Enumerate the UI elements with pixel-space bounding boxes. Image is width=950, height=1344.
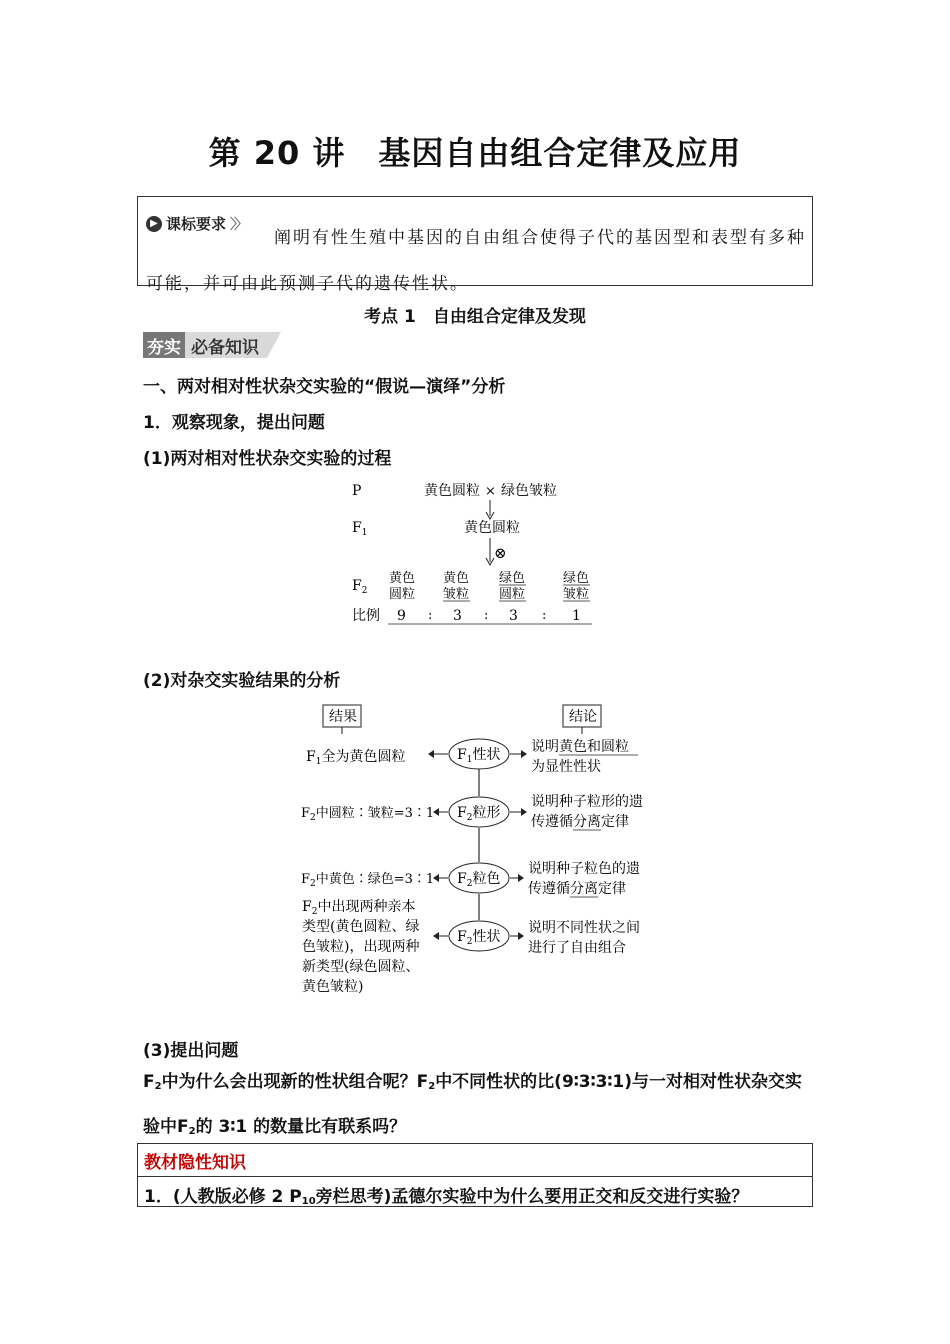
ratio-colon-1: :	[428, 608, 433, 623]
arrow-left-head-1	[428, 750, 434, 758]
node-f2-traits-label: $F_2$性状	[457, 929, 501, 947]
selfing-sign: ⊗	[494, 544, 507, 562]
requirement-text: 阐明有性生殖中基因的自由组合使得子代的基因型和表型有多种可能，并可由此预测子代的遗传性状。	[146, 228, 806, 294]
q-f2-a-sub: 2	[154, 1081, 162, 1092]
ratio-3: 3	[509, 608, 518, 624]
node-f1-trait-label: $F_1$性状	[457, 747, 501, 765]
hidden-knowledge-divider	[138, 1176, 812, 1177]
conclusion-3-line1: 说明种子粒色的遗	[528, 861, 640, 877]
analysis-diagram	[296, 700, 666, 1000]
p-label: P	[352, 483, 362, 499]
f2-type-1-line2: 圆粒	[389, 587, 416, 602]
result-4-line3: 色皱粒)，出现两种	[302, 939, 420, 955]
conclusion-2-line2: 传遵循分离定律	[531, 814, 629, 830]
result-1: $F_1$全为黄色圆粒	[306, 749, 406, 767]
f2-type-1-line1: 黄色	[389, 571, 416, 586]
arrow-right-head-2	[521, 808, 527, 816]
requirement-badge	[146, 213, 245, 234]
banner-tail	[267, 332, 281, 358]
double-chevron-icon: 〉〉	[230, 216, 246, 233]
conclusion-2-line1: 说明种子粒形的遗	[531, 794, 643, 810]
requirement-box	[137, 196, 813, 294]
node-f2-shape-label: $F_2$粒形	[457, 805, 501, 823]
parent-left: 黄色圆粒	[424, 483, 480, 499]
kaodian-heading: 考点 1 自由组合定律及发现	[364, 307, 586, 327]
ratio-colon-3: :	[542, 608, 547, 623]
parent-right: 绿色皱粒	[501, 483, 557, 499]
sub-heading-1: (1)两对相对性状杂交实验的过程	[143, 449, 392, 469]
conclusion-1-line2: 为显性性状	[531, 759, 601, 775]
hidden-knowledge-title: 教材隐性知识	[144, 1153, 246, 1173]
conclusion-4-line2: 进行了自由组合	[528, 940, 626, 956]
f2-type-4-line2: 皱粒	[563, 587, 590, 602]
play-icon: ▶	[146, 216, 162, 232]
sub-heading-3: (3)提出问题	[143, 1041, 239, 1061]
f2-label: $F_2$	[352, 578, 368, 596]
arrow-right-head-1	[521, 750, 527, 758]
f1-phenotype: 黄色圆粒	[464, 520, 520, 536]
f2-type-2-line2: 皱粒	[443, 587, 470, 602]
question-paragraph	[143, 1062, 815, 1152]
result-header: 结果	[329, 709, 357, 725]
q-f2-a: F	[143, 1072, 155, 1092]
q-f2-b-sub: 2	[428, 1081, 436, 1092]
cross-sign: ×	[485, 484, 496, 499]
ratio-4: 1	[572, 608, 581, 624]
page-title: 第 20 讲 基因自由组合定律及应用	[208, 134, 742, 172]
q-f2-c-sub: 2	[188, 1126, 196, 1137]
arrow-left-head-4	[433, 932, 439, 940]
result-4-line4: 新类型(绿色圆粒、	[302, 959, 420, 975]
q-f2-b: F	[416, 1072, 429, 1092]
section-heading: 一、两对相对性状杂交实验的“假说—演绎”分析	[143, 377, 506, 397]
node-f2-color-label: $F_2$粒色	[457, 871, 501, 889]
conclusion-4-line1: 说明不同性状之间	[528, 920, 640, 936]
section-banner	[143, 332, 281, 358]
ratio-colon-2: :	[484, 608, 489, 623]
cross-diagram	[340, 476, 610, 632]
banner-part1: 夯实	[143, 332, 185, 358]
result-3: $F_2$中黄色∶绿色=3∶1	[301, 872, 435, 889]
sub-heading-2: (2)对杂交实验结果的分析	[143, 671, 341, 691]
f2-type-2-line1: 黄色	[443, 571, 470, 586]
step-heading: 1．观察现象，提出问题	[143, 413, 325, 433]
f2-type-3-line2: 圆粒	[499, 587, 526, 602]
conclusion-header: 结论	[569, 709, 597, 725]
conclusion-3-line2: 传遵循分离定律	[528, 881, 626, 897]
f1-label: $F_1$	[352, 520, 368, 538]
q-f2-c: F	[177, 1117, 189, 1137]
banner-part2: 必备知识	[185, 332, 267, 358]
hq-post: 旁栏思考)孟德尔实验中为什么要用正交和反交进行实验？	[315, 1187, 749, 1207]
q-part2: 中不同性状的比(9∶3∶3∶1)与一对相对性状杂交实验中	[143, 1072, 803, 1137]
result-4-line5: 黄色皱粒)	[302, 979, 364, 995]
hidden-knowledge-question	[144, 1182, 748, 1207]
result-4-line1: $F_2$中出现两种亲本	[302, 899, 416, 917]
requirement-badge-label: 课标要求	[166, 215, 227, 233]
hq-sub: 10	[301, 1196, 316, 1207]
hidden-knowledge-box	[137, 1143, 813, 1207]
result-4-line2: 类型(黄色圆粒、绿	[302, 919, 420, 935]
q-part1: 中为什么会出现新的性状组合呢？	[161, 1072, 417, 1092]
ratio-label: 比例	[352, 608, 380, 624]
q-part3: 的 3∶1 的数量比有联系吗？	[195, 1117, 407, 1137]
arrow-right-head-3	[518, 874, 524, 882]
result-2: $F_2$中圆粒∶皱粒=3∶1	[301, 806, 435, 823]
arrow-right-head-4	[518, 932, 524, 940]
conclusion-1-line1: 说明黄色和圆粒	[531, 739, 629, 755]
ratio-2: 3	[453, 608, 462, 624]
f2-type-4-line1: 绿色	[563, 571, 590, 586]
ratio-1: 9	[397, 608, 406, 624]
f2-type-3-line1: 绿色	[499, 571, 526, 586]
hq-pre: 1．(人教版必修 2 P	[144, 1187, 302, 1207]
